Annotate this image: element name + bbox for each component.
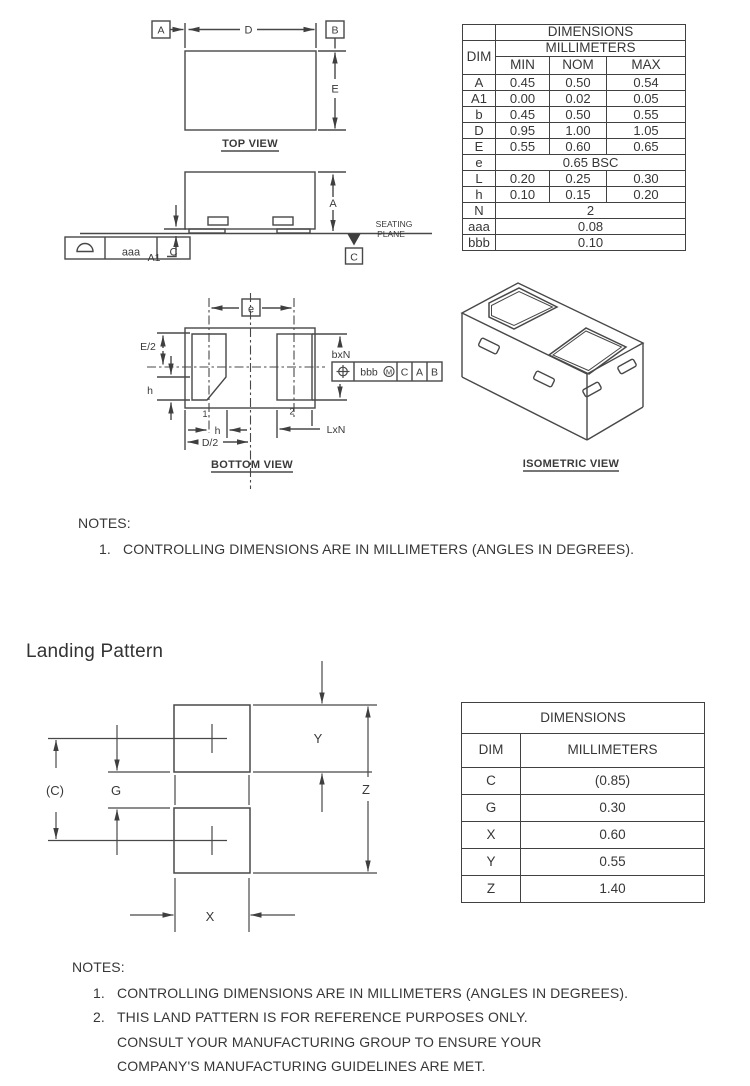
note-number: 2.	[93, 1009, 105, 1026]
dim-cell: 0.60	[521, 822, 705, 849]
mmc-m-label: M	[385, 367, 393, 377]
iso-pad-1	[489, 288, 557, 329]
dim-d-half-label: D/2	[201, 437, 219, 449]
seating-plane-label-2: PLANE	[377, 229, 405, 239]
position-symbol-icon	[337, 365, 350, 378]
dim-cell: 0.15	[550, 187, 607, 203]
note-number: 1.	[99, 541, 111, 557]
table-row	[463, 123, 686, 139]
pos-d3-label: B	[430, 366, 439, 379]
dim-cell: 0.50	[550, 75, 607, 91]
pitch-label: e	[247, 303, 255, 316]
dim-cell: (0.85)	[521, 768, 705, 795]
notes-heading: NOTES:	[78, 515, 131, 531]
dim-cell: 0.60	[550, 139, 607, 155]
notes-heading: NOTES:	[72, 959, 125, 975]
pin-2-label: 2	[289, 406, 295, 417]
dim-cell: A1	[463, 91, 496, 107]
seating-plane-label-1: SEATING	[375, 219, 413, 229]
dim-cell: 0.05	[607, 91, 686, 107]
dim-cell: 1.40	[521, 876, 705, 903]
table-row	[463, 107, 686, 123]
dim-bxn-label: bxN	[331, 349, 351, 361]
dim-cell: 0.55	[521, 849, 705, 876]
dim-a-label: A	[329, 198, 337, 210]
dim-cell: b	[463, 107, 496, 123]
dim-cell: 0.25	[550, 171, 607, 187]
landing-pattern-svg	[0, 640, 460, 950]
dim-cell: aaa	[463, 219, 496, 235]
dim-cell: N	[463, 203, 496, 219]
iso-terminal	[478, 338, 500, 355]
dim-cell: 0.55	[496, 139, 550, 155]
side-view-drawing	[65, 172, 432, 264]
table-row	[463, 155, 686, 171]
dim-cell: 0.45	[496, 75, 550, 91]
note-item	[72, 1008, 742, 1026]
isometric-view-drawing	[462, 283, 643, 471]
note-text: COMPANY'S MANUFACTURING GUIDELINES ARE MET.	[117, 1058, 486, 1075]
isometric-view-title: ISOMETRIC VIEW	[522, 458, 620, 470]
table-row	[462, 849, 705, 876]
pos-d1-label: C	[400, 366, 409, 379]
profile-surface-icon	[77, 244, 93, 252]
package-body-side	[185, 172, 315, 229]
note-item	[78, 540, 738, 558]
dim-cell: 0.65 BSC	[496, 155, 686, 171]
dim-cell: 0.30	[607, 171, 686, 187]
table-row	[463, 219, 686, 235]
dim-cell: 0.55	[607, 107, 686, 123]
table-row	[462, 795, 705, 822]
note-item	[72, 984, 742, 1002]
table-row	[463, 203, 686, 219]
dim-cell: bbb	[463, 235, 496, 251]
table-row	[463, 171, 686, 187]
datum-b-label: B	[331, 24, 339, 37]
dim-cell: 0.30	[521, 795, 705, 822]
dim-cell: D	[463, 123, 496, 139]
col-header: MAX	[607, 57, 686, 75]
dim-header: DIM	[462, 734, 521, 768]
dim-cell: 1.05	[607, 123, 686, 139]
dim-cell: 0.50	[550, 107, 607, 123]
table-row	[463, 41, 686, 57]
table-title: DIMENSIONS	[462, 703, 705, 734]
units-header: MILLIMETERS	[496, 41, 686, 57]
dim-cell: 0.10	[496, 235, 686, 251]
dim-lxn-label: LxN	[326, 424, 346, 436]
table-row	[463, 235, 686, 251]
landing-dimension-lines	[45, 661, 377, 932]
iso-terminal	[582, 382, 602, 398]
notes-section	[78, 515, 738, 558]
table-row	[463, 91, 686, 107]
notes-section	[72, 959, 742, 1076]
dim-cell: 0.54	[607, 75, 686, 91]
datum-c-label: C	[350, 251, 358, 264]
pos-tol-label: bbb	[360, 366, 378, 379]
table-row	[463, 75, 686, 91]
table-row	[462, 876, 705, 903]
table-row	[462, 768, 705, 795]
flatness-datum-label: C	[169, 246, 178, 259]
table-row	[463, 139, 686, 155]
iso-terminal	[617, 359, 637, 375]
dim-h-bottom-label: h	[214, 425, 221, 437]
top-view-drawing	[152, 21, 346, 151]
package-body-top	[185, 51, 316, 130]
dim-e-label: E	[331, 83, 339, 96]
table-row	[463, 25, 686, 41]
table-row	[463, 187, 686, 203]
dim-cell: X	[462, 822, 521, 849]
dim-cell: 0.02	[550, 91, 607, 107]
flatness-tol-label: aaa	[121, 246, 141, 259]
dim-cell: 0.10	[496, 187, 550, 203]
table-row	[462, 734, 705, 768]
dim-cell: 1.00	[550, 123, 607, 139]
table-row	[462, 703, 705, 734]
dim-cell: 0.00	[496, 91, 550, 107]
units-header: MILLIMETERS	[521, 734, 705, 768]
dim-cell: 0.95	[496, 123, 550, 139]
note-text: CONTROLLING DIMENSIONS ARE IN MILLIMETERS (ANGLES IN DEGREES).	[117, 985, 629, 1001]
bottom-view-drawing	[147, 293, 442, 489]
dim-cell: 0.08	[496, 219, 686, 235]
dim-cell: 0.20	[496, 171, 550, 187]
landing-label-c: (C)	[45, 783, 65, 798]
note-text: CONSULT YOUR MANUFACTURING GROUP TO ENSURE YOUR	[117, 1033, 542, 1050]
dim-a1-label: A1	[147, 252, 161, 264]
note-text: THIS LAND PATTERN IS FOR REFERENCE PURPOSES ONLY.	[117, 1009, 528, 1026]
dim-cell: Y	[462, 849, 521, 876]
dim-cell: E	[463, 139, 496, 155]
dim-e2-label: E/2	[140, 341, 156, 353]
dim-cell: 0.45	[496, 107, 550, 123]
col-header: NOM	[550, 57, 607, 75]
dim-d-label: D	[244, 24, 253, 37]
dim-cell: 0.65	[607, 139, 686, 155]
package-dimensions-table	[462, 24, 686, 251]
table-row	[463, 57, 686, 75]
landing-label-y: Y	[313, 731, 323, 746]
dim-header: DIM	[463, 41, 496, 75]
pin-1-label: 1	[202, 409, 208, 419]
dim-cell: L	[463, 171, 496, 187]
bottom-view-title: BOTTOM VIEW	[211, 459, 293, 471]
pos-d2-label: A	[415, 366, 424, 379]
table-title: DIMENSIONS	[496, 25, 686, 41]
dim-cell: e	[463, 155, 496, 171]
landing-pattern-heading: Landing Pattern	[26, 641, 164, 662]
col-header: MIN	[496, 57, 550, 75]
landing-dimensions-table	[461, 702, 705, 903]
landing-label-x: X	[205, 909, 215, 924]
empty-cell	[463, 25, 496, 41]
iso-terminal	[533, 371, 555, 388]
dim-cell: Z	[462, 876, 521, 903]
dim-cell: C	[462, 768, 521, 795]
dim-cell: 0.20	[607, 187, 686, 203]
table-row	[462, 822, 705, 849]
dim-cell: A	[463, 75, 496, 91]
note-number: 1.	[93, 985, 105, 1001]
dim-cell: 2	[496, 203, 686, 219]
dim-h-side-label: h	[147, 385, 153, 397]
datum-target-icon	[348, 234, 361, 246]
landing-label-z: Z	[362, 782, 370, 797]
note-text: CONTROLLING DIMENSIONS ARE IN MILLIMETERS (ANGLES IN DEGREES).	[123, 541, 635, 557]
top-view-title: TOP VIEW	[222, 138, 278, 150]
iso-pad-2	[549, 328, 626, 374]
dim-cell: h	[463, 187, 496, 203]
dim-cell: G	[462, 795, 521, 822]
landing-label-g: G	[110, 783, 122, 798]
datum-a-label: A	[157, 24, 165, 37]
